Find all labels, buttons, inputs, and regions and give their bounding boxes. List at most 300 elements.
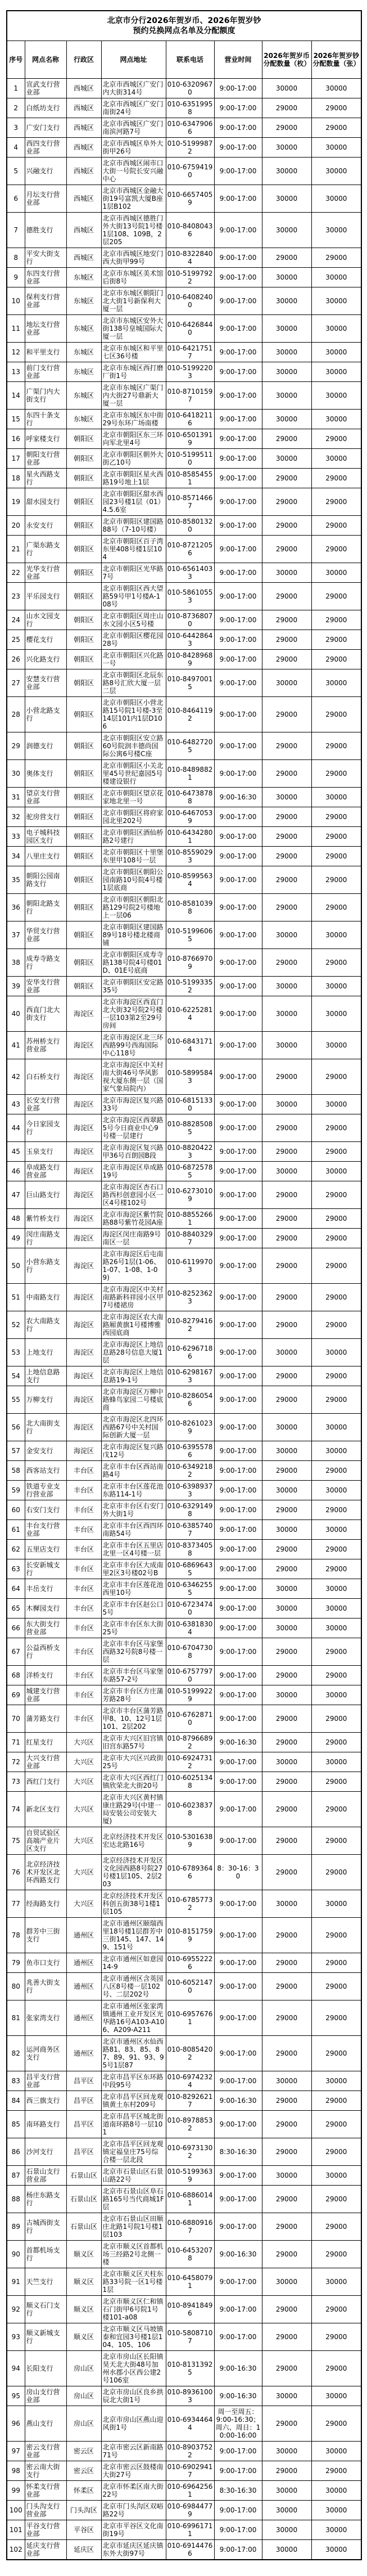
district: 西城区 [66, 138, 101, 158]
note-quota: 30000 [311, 362, 361, 382]
row-number: 81 [7, 2000, 25, 2036]
note-quota: 30000 [311, 1095, 361, 1114]
branch-name: 万柳支行 [25, 1386, 66, 1414]
table-row [7, 1705, 361, 1733]
phone: 010-69144766 [166, 2540, 214, 2560]
row-number: 4 [7, 138, 25, 158]
business-hours: 9:00-17:00 [214, 315, 262, 343]
business-hours: 9:00-17:00 [214, 118, 262, 138]
business-hours: 9:00-17:00 [214, 138, 262, 158]
phone: 010-66574059 [166, 185, 214, 213]
phone: 010-85590293 [166, 847, 214, 866]
table-row [7, 2111, 361, 2138]
branch-name: 永安支行 [25, 516, 66, 536]
business-hours: 9:00-17:00 [214, 650, 262, 669]
branch-name: 石景山支行营业部 [25, 2166, 66, 2186]
table-row [7, 1162, 361, 1181]
district: 朝阳区 [66, 760, 101, 788]
address: 北京市顺义区首都机场三经路2号北侧一楼 [101, 2241, 166, 2268]
table-row [7, 1500, 361, 1520]
row-number: 15 [7, 410, 25, 429]
branch-name: 群芳中三街支行 [25, 1918, 66, 1953]
note-quota: 29000 [311, 1311, 361, 1339]
note-quota: 30000 [311, 1414, 361, 1441]
note-quota: 29000 [311, 650, 361, 669]
business-hours: 9:00-17:00 [214, 697, 262, 732]
note-quota: 29000 [311, 1973, 361, 2000]
district: 大兴区 [66, 1792, 101, 1827]
phone: 010-63519958 [166, 98, 214, 118]
row-number: 26 [7, 650, 25, 669]
coin-quota: 29000 [262, 1705, 311, 1733]
business-hours: 9:00-17:00 [214, 2461, 262, 2481]
address: 北京市通州区如意园14-9 [101, 1953, 166, 1973]
note-quota: 30000 [311, 343, 361, 362]
district: 海淀区 [66, 1386, 101, 1414]
business-hours: 9:00-17:00 [214, 847, 262, 866]
coin-quota: 30000 [262, 1752, 311, 1772]
branch-name: 上地支行 [25, 1339, 66, 1366]
address: 北京市西城区地安门西大街甲99号 [101, 248, 166, 268]
table-row [7, 2406, 361, 2442]
branch-name: 玉泉支行 [25, 1142, 66, 1162]
row-number: 68 [7, 1666, 25, 1685]
business-hours: 9:00-17:00 [214, 1059, 262, 1095]
address: 海淀区闵庄南路9号南区一层 [101, 1229, 166, 1248]
note-quota: 29000 [311, 583, 361, 610]
address: 北京市朝阳区安立路60号院润丰德尚国际公寓6号楼C座 [101, 732, 166, 760]
table-row [7, 2036, 361, 2071]
note-quota: 30000 [311, 158, 361, 185]
address: 北京市房山区燕山迎风街1号 [101, 2406, 166, 2442]
coin-quota: 30000 [262, 1481, 311, 1500]
table-row [7, 650, 361, 669]
phone: 010-89361003 [166, 2386, 214, 2406]
table-row [7, 1772, 361, 1792]
branch-name: 自贸试验区高端产业片区支行 [25, 1827, 66, 1855]
business-hours: 9:00-17:00 [214, 1311, 262, 1339]
district: 东城区 [66, 287, 101, 315]
row-number: 6 [7, 185, 25, 213]
branch-name: 鱼市口支行 [25, 1953, 66, 1973]
district: 丰台区 [66, 1619, 101, 1638]
table-row [7, 1181, 361, 1209]
coin-quota: 29000 [262, 469, 311, 488]
district: 东城区 [66, 315, 101, 343]
address: 北京市丰台区赵公口5号 [101, 1599, 166, 1619]
district: 石景山区 [66, 2166, 101, 2186]
coin-quota: 30000 [262, 362, 311, 382]
district: 海淀区 [66, 1229, 101, 1248]
coin-quota: 29000 [262, 760, 311, 788]
address: 北京市东城区西打磨厂街1号 [101, 362, 166, 382]
table-row [7, 1441, 361, 1461]
district: 海淀区 [66, 1414, 101, 1441]
business-hours: 9:00-17:00 [214, 79, 262, 98]
table-row [7, 1953, 361, 1973]
table-row [7, 760, 361, 788]
note-quota: 29000 [311, 2036, 361, 2071]
row-number: 43 [7, 1095, 25, 1114]
branch-name: 城建支行营业部 [25, 1685, 66, 1705]
row-number: 55 [7, 1386, 25, 1414]
district: 朝阳区 [66, 921, 101, 949]
phone: 010-69961711 [166, 2520, 214, 2540]
coin-quota: 29000 [262, 118, 311, 138]
district: 西城区 [66, 158, 101, 185]
address: 北京市朝阳区百子湾东里408号楼1层104 [101, 536, 166, 563]
district: 海淀区 [66, 1032, 101, 1059]
phone: 010-62252814 [166, 996, 214, 1032]
branch-name: 北京经济技术开发区北环西路支行 [25, 1855, 66, 1890]
district: 密云区 [66, 2461, 101, 2481]
branch-name: 经海路支行 [25, 1890, 66, 1918]
phone: 010-67594190 [166, 158, 214, 185]
district: 房山区 [66, 2406, 101, 2442]
address: 北京市西城区德胜门外大街13号院1号楼1层108、109B，2层205 [101, 213, 166, 248]
district: 大兴区 [66, 1827, 101, 1855]
coin-quota: 29000 [262, 650, 311, 669]
row-number: 35 [7, 866, 25, 894]
branch-name: 电子城科技园区支行 [25, 827, 66, 847]
coin-quota: 30000 [262, 2268, 311, 2296]
table-row [7, 2540, 361, 2560]
business-hours: 9:00-17:00 [214, 2111, 262, 2138]
note-quota: 29000 [311, 2296, 361, 2323]
business-hours: 9:00-17:00 [214, 610, 262, 630]
phone: 010-81517599 [166, 1918, 214, 1953]
district: 朝阳区 [66, 949, 101, 977]
district: 大兴区 [66, 1772, 101, 1792]
phone: 010-69742324 [166, 2071, 214, 2091]
row-number: 34 [7, 847, 25, 866]
address: 北京市海淀区后屯南路26号1层(1-06、1-07、1-08、1-09) [101, 1248, 166, 1284]
branch-name: 驼房营支行 [25, 807, 66, 827]
coin-quota: 29000 [262, 827, 311, 847]
business-hours: 9:00-17:00 [214, 2268, 262, 2296]
business-hours: 9:00-17:00 [214, 429, 262, 449]
business-hours: 9:00-17:00 [214, 287, 262, 315]
note-quota: 30000 [311, 410, 361, 429]
table-row [7, 1209, 361, 1229]
row-number: 48 [7, 1209, 25, 1229]
address: 北京经济技术开发区宏达北路16号 [101, 1827, 166, 1855]
address: 北京市门头沟区双峪路22号 [101, 2501, 166, 2520]
phone: 010-64532078 [166, 2241, 214, 2268]
table-row [7, 996, 361, 1032]
row-number: 59 [7, 1481, 25, 1500]
business-hours: 9:00-16:30 [214, 2351, 262, 2386]
note-quota: 29000 [311, 866, 361, 894]
row-number: 96 [7, 2406, 25, 2442]
table-row [7, 583, 361, 610]
district: 海淀区 [66, 996, 101, 1032]
phone: 010-85714667 [166, 488, 214, 516]
table-row [7, 2138, 361, 2166]
district: 西城区 [66, 185, 101, 213]
business-hours: 9:00-17:00 [214, 2540, 262, 2560]
row-number: 98 [7, 2461, 25, 2481]
row-number: 22 [7, 563, 25, 583]
branch-name: 右安门支行 [25, 1500, 66, 1520]
address: 北京市石景山区阜石路165号当代商城1F层 [101, 2186, 166, 2213]
note-quota: 29000 [311, 1229, 361, 1248]
business-hours: 9:00-17:00 [214, 2442, 262, 2461]
coin-quota: 30000 [262, 1162, 311, 1181]
branch-name: 张家湾支行 [25, 2000, 66, 2036]
business-hours: 9:00-17:00 [214, 1638, 262, 1666]
note-quota: 29000 [311, 847, 361, 866]
branch-name: 今日家园支行 [25, 1114, 66, 1142]
district: 大兴区 [66, 1733, 101, 1752]
address: 北京市大兴区旧宫镇旧宫东路57号 [101, 1733, 166, 1752]
address: 北京市昌平区回龙观镇定福皇庄75号综合楼一层北段 [101, 2138, 166, 2166]
branch-name: 农大南路支行 [25, 1311, 66, 1339]
table-row [7, 343, 361, 362]
district: 朝阳区 [66, 847, 101, 866]
coin-quota: 29000 [262, 2091, 311, 2111]
business-hours: 9:00-17:00 [214, 1685, 262, 1705]
address: 北京市东城区朝阳门北大街1号新保利大厦一层 [101, 287, 166, 315]
coin-quota: 29000 [262, 2000, 311, 2036]
district: 朝阳区 [66, 536, 101, 563]
row-number: 75 [7, 1827, 25, 1855]
address: 北京市东城区和平里七区36号楼 [101, 343, 166, 362]
address: 北京市朝阳区小营北路15号院1号楼-3至14层101内1层D106 [101, 697, 166, 732]
header-row [7, 41, 361, 79]
address: 北京市朝阳区成寿寺路138号院4号楼01D、01E号底商 [101, 949, 166, 977]
table-row [7, 1032, 361, 1059]
row-number: 31 [7, 788, 25, 807]
district: 朝阳区 [66, 650, 101, 669]
branch-name: 宣武支行营业部 [25, 79, 66, 98]
branch-name: 怀柔支行营业部 [25, 2481, 66, 2501]
address: 北京市丰台区大成南里2区3号楼02号B [101, 1559, 166, 1579]
business-hours: 9:00-17:00 [214, 1366, 262, 1386]
note-quota: 30000 [311, 268, 361, 287]
address: 北京市海淀区西翠路5号今日商业中心9号楼一层建行 [101, 1114, 166, 1142]
address: 北京市朝阳区望京花家地北里一号 [101, 788, 166, 807]
business-hours: 9:00-17:00 [214, 1579, 262, 1599]
table-row [7, 921, 361, 949]
note-quota: 30000 [311, 1032, 361, 1059]
coin-quota: 29000 [262, 1772, 311, 1792]
branch-name: 前门支行营业部 [25, 362, 66, 382]
address: 北京市朝阳区朝阳北路129号院2号楼地上一层06 [101, 894, 166, 921]
branch-name: 巨山路支行 [25, 1181, 66, 1209]
district: 海淀区 [66, 1284, 101, 1311]
district: 海淀区 [66, 1162, 101, 1181]
district: 通州区 [66, 1953, 101, 1973]
branch-name: 平安大街支行 [25, 248, 66, 268]
business-hours: 9:00-17:00 [214, 1559, 262, 1579]
business-hours: 8：30-16：30 [214, 1855, 262, 1890]
note-quota: 30000 [311, 2268, 361, 2296]
business-hours: 9:00-17:00 [214, 894, 262, 921]
note-quota: 29000 [311, 1248, 361, 1284]
branch-name: 西四支行营业部 [25, 138, 66, 158]
coin-quota: 29000 [262, 697, 311, 732]
district: 朝阳区 [66, 807, 101, 827]
branch-allocation-table [6, 10, 362, 2560]
business-hours: 9:00-17:00 [214, 1248, 262, 1284]
district: 朝阳区 [66, 516, 101, 536]
phone: 010-83734058 [166, 1540, 214, 1559]
row-number: 42 [7, 1059, 25, 1095]
business-hours: 9:00-17:00 [214, 996, 262, 1032]
address: 北京市丰台区西四环南路54号 [101, 1520, 166, 1540]
row-number: 40 [7, 996, 25, 1032]
row-number: 61 [7, 1520, 25, 1540]
coin-quota: 30000 [262, 213, 311, 248]
address: 北京市丰台区莲花池西里10号 [101, 1579, 166, 1599]
phone: 010-89418496 [166, 2296, 214, 2323]
district: 丰台区 [66, 1705, 101, 1733]
coin-quota: 29000 [262, 1229, 311, 1248]
row-number: 86 [7, 2138, 25, 2166]
coin-quota: 29000 [262, 630, 311, 650]
phone: 010-87368070 [166, 610, 214, 630]
coin-quota: 29000 [262, 1855, 311, 1890]
phone: 010-67577970 [166, 1666, 214, 1685]
coin-quota: 29000 [262, 1540, 311, 1559]
address: 北京市石景山区石景山路22号 [101, 2166, 166, 2186]
row-number: 66 [7, 1619, 25, 1638]
district: 朝阳区 [66, 697, 101, 732]
note-quota: 29000 [311, 1918, 361, 1953]
table-row [7, 1059, 361, 1095]
row-number: 30 [7, 760, 25, 788]
coin-quota: 30000 [262, 382, 311, 410]
branch-name: 蒲芳路支行 [25, 1705, 66, 1733]
district: 西城区 [66, 98, 101, 118]
table-title [7, 11, 361, 41]
branch-name: 大兴支行营业部 [25, 1752, 66, 1772]
branch-name: 燕山支行 [25, 2406, 66, 2442]
phone: 010-67047308 [166, 1638, 214, 1666]
coin-quota: 29000 [262, 1386, 311, 1414]
row-number: 23 [7, 583, 25, 610]
note-quota: 29000 [311, 118, 361, 138]
row-number: 74 [7, 1792, 25, 1827]
phone: 010-69642561 [166, 2481, 214, 2501]
business-hours: 9:00-17:00 [214, 807, 262, 827]
business-hours: 9:00-17:00 [214, 98, 262, 118]
branch-name: 东大街支行营业部 [25, 1619, 66, 1638]
row-number: 83 [7, 2071, 25, 2091]
address: 北京市朝阳区十里堡东里甲108号一层 [101, 847, 166, 866]
row-number: 51 [7, 1284, 25, 1311]
business-hours: 9:00-16:30 [214, 1733, 262, 1752]
phone: 010-69731302 [166, 2138, 214, 2166]
row-number: 39 [7, 977, 25, 996]
note-quota: 29000 [311, 2241, 361, 2268]
district: 丰台区 [66, 1520, 101, 1540]
business-hours: 9:00-17:00 [214, 1162, 262, 1181]
row-number: 58 [7, 1461, 25, 1481]
branch-name: 门头沟支行营业部 [25, 2501, 66, 2520]
row-number: 80 [7, 1973, 25, 2000]
business-hours: 9:00-17:00 [214, 866, 262, 894]
phone: 010-87966892 [166, 1733, 214, 1752]
note-quota: 30000 [311, 1579, 361, 1599]
table-row [7, 516, 361, 536]
coin-quota: 30000 [262, 287, 311, 315]
address: 北京市海淀区阜成路19号 [101, 1162, 166, 1181]
note-quota: 29000 [311, 610, 361, 630]
coin-quota: 30000 [262, 449, 311, 469]
row-number: 101 [7, 2520, 25, 2540]
branch-name: 公益西桥支行 [25, 1638, 66, 1666]
row-number: 85 [7, 2111, 25, 2138]
coin-quota: 29000 [262, 1311, 311, 1339]
address: 北京市西城区阜外大街甲26号 [101, 138, 166, 158]
table-row [7, 488, 361, 516]
phone: 010-83228404 [166, 248, 214, 268]
address: 北京市海淀区复兴路33号 [101, 1095, 166, 1114]
row-number: 102 [7, 2540, 25, 2560]
coin-quota: 29000 [262, 1638, 311, 1666]
business-hours: 9:00-17:00 [214, 1284, 262, 1311]
table-row [7, 1366, 361, 1386]
table-row [7, 1520, 361, 1540]
address: 北京市海淀区西直门北大街32号院2号楼一层103第2至29号房间 [101, 996, 166, 1032]
branch-name: 山水文园支行 [25, 610, 66, 630]
coin-quota: 29000 [262, 583, 311, 610]
business-hours: 9:00-17:00 [214, 583, 262, 610]
district: 朝阳区 [66, 788, 101, 807]
business-hours: 周一至周五：9:00-16:30；周六、周日：10:00-16:00 [214, 2406, 262, 2442]
table-row [7, 2323, 361, 2351]
note-quota: 29000 [311, 1559, 361, 1579]
column-header-hours: 营业时间 [214, 41, 262, 79]
address: 北京市丰台区右安门外大街1号 [101, 1500, 166, 1520]
business-hours: 9:00-17:00 [214, 158, 262, 185]
coin-quota: 30000 [262, 2501, 311, 2520]
address: 北京市朝阳区兴化路一号 [101, 650, 166, 669]
row-number: 7 [7, 213, 25, 248]
coin-quota: 29000 [262, 2296, 311, 2323]
business-hours: 9:00-17:00 [214, 1441, 262, 1461]
coin-quota: 30000 [262, 185, 311, 213]
coin-quota: 29000 [262, 1059, 311, 1095]
address: 北京市密云区新南路71号 [101, 2442, 166, 2461]
branch-name: 紫竹桥支行 [25, 1209, 66, 1229]
business-hours: 9:00-17:00 [214, 362, 262, 382]
note-quota: 30000 [311, 2071, 361, 2091]
table-row [7, 1752, 361, 1772]
phone: 010-84970015 [166, 669, 214, 697]
row-number: 54 [7, 1366, 25, 1386]
note-quota: 30000 [311, 2501, 361, 2520]
table-row [7, 669, 361, 697]
district: 朝阳区 [66, 669, 101, 697]
coin-quota: 29000 [262, 2186, 311, 2213]
coin-quota: 29000 [262, 2351, 311, 2386]
phone: 010-68151330 [166, 1095, 214, 1114]
phone: 010-64082400 [166, 287, 214, 315]
table-row [7, 1792, 361, 1827]
address: 北京市海淀区上地信息路19-1号 [101, 1366, 166, 1386]
address: 北京市顺义区天柱东路33号院一区1号楼1层 [101, 2268, 166, 2296]
address: 北京市海淀区中关村南大街46号华风影视大厦东侧一层（国家气象局院内） [101, 1059, 166, 1095]
note-quota: 30000 [311, 977, 361, 996]
coin-quota: 29000 [262, 1733, 311, 1752]
table-row [7, 2481, 361, 2501]
table-row [7, 2186, 361, 2213]
row-number: 49 [7, 1229, 25, 1248]
address: 北京市朝阳区东三环向军北里4号 [101, 429, 166, 449]
